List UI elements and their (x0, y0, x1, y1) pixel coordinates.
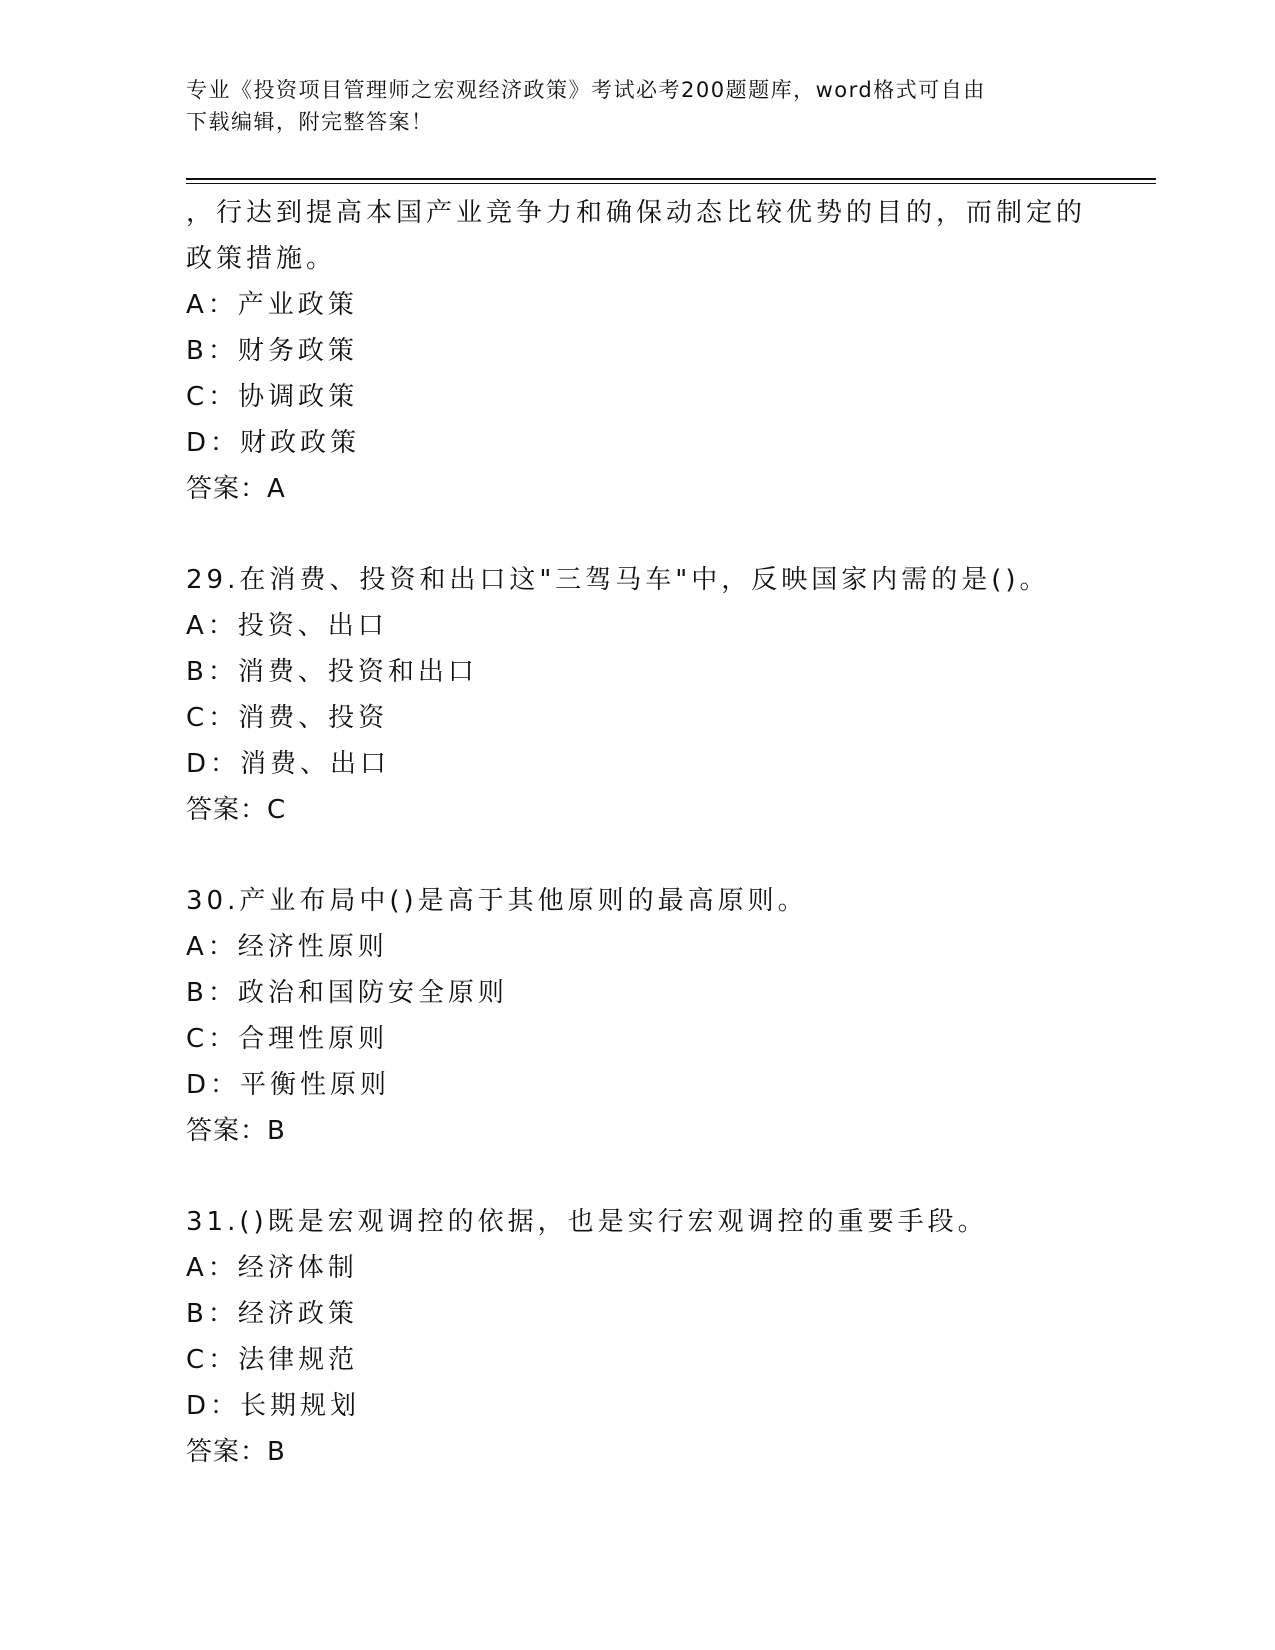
answer-line: 答案：C (186, 795, 287, 825)
option-a: A：经济性原则 (186, 932, 388, 962)
question-stem-line-1: ，行达到提高本国产业竞争力和确保动态比较优势的目的，而制定的 (186, 198, 1087, 228)
question-29 (186, 557, 1086, 833)
spacer (186, 512, 1086, 557)
spacer (186, 833, 1086, 878)
option-c: C：协调政策 (186, 382, 359, 412)
option-c: C：消费、投资 (186, 703, 389, 733)
header-line-1: 专业《投资项目管理师之宏观经济政策》考试必考200题题库，word格式可自由 (186, 78, 986, 102)
option-a: A：产业政策 (186, 290, 358, 320)
option-b: B：财务政策 (186, 336, 358, 366)
spacer (186, 1154, 1086, 1199)
option-d: D：财政政策 (186, 428, 361, 458)
answer-line: 答案：B (186, 1116, 286, 1146)
document-header (186, 74, 1076, 138)
option-d: D：平衡性原则 (186, 1070, 391, 1100)
question-30 (186, 878, 1086, 1154)
option-a: A：投资、出口 (186, 611, 388, 641)
option-b: B：消费、投资和出口 (186, 657, 478, 687)
option-a: A：经济体制 (186, 1253, 358, 1283)
option-b: B：经济政策 (186, 1299, 358, 1329)
header-divider-thick (186, 178, 1156, 180)
question-stem: 31.()既是宏观调控的依据，也是实行宏观调控的重要手段。 (186, 1207, 988, 1237)
option-d: D：长期规划 (186, 1391, 361, 1421)
header-line-2: 下载编辑，附完整答案！ (186, 110, 434, 134)
question-stem: 29.在消费、投资和出口这"三驾马车"中，反映国家内需的是()。 (186, 565, 1050, 595)
question-stem: 30.产业布局中()是高于其他原则的最高原则。 (186, 886, 808, 916)
option-c: C：合理性原则 (186, 1024, 389, 1054)
question-stem-line-2: 政策措施。 (186, 244, 337, 274)
question-31 (186, 1199, 1086, 1475)
header-divider-thin (186, 183, 1156, 184)
question-continued (186, 190, 1086, 512)
answer-line: 答案：A (186, 474, 286, 504)
answer-line: 答案：B (186, 1437, 286, 1467)
option-c: C：法律规范 (186, 1345, 359, 1375)
option-d: D：消费、出口 (186, 749, 391, 779)
option-b: B：政治和国防安全原则 (186, 978, 508, 1008)
question-content (186, 190, 1086, 1475)
